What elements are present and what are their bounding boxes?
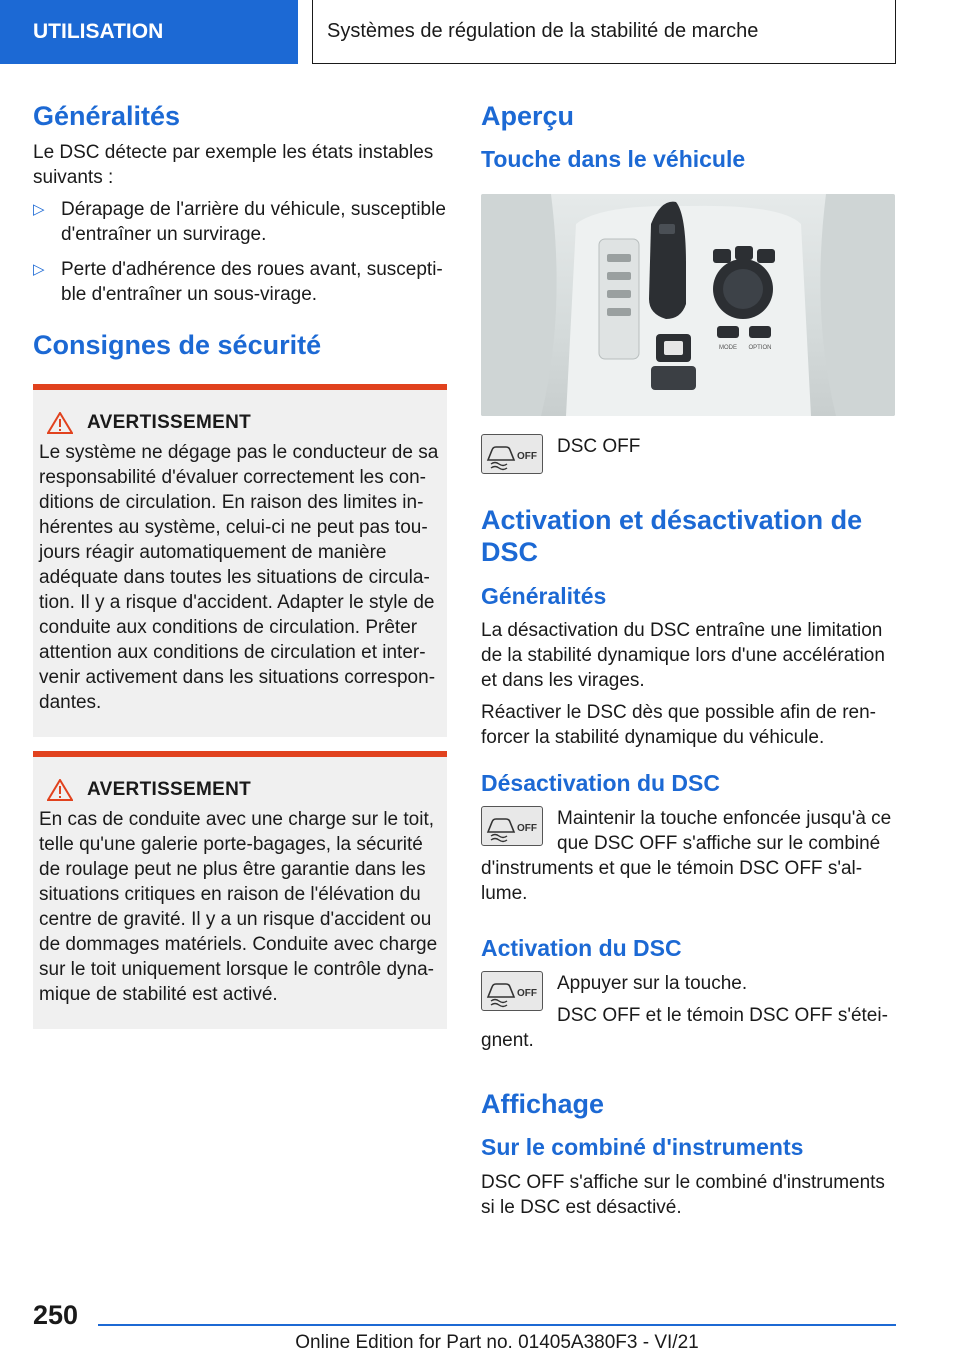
warning-box (33, 751, 447, 1029)
triangle-bullet-icon: ▷ (33, 261, 45, 279)
option-button-label: OPTION (748, 344, 772, 351)
touche-heading: Touche dans le véhicule (481, 146, 746, 173)
activation-dsc-block (481, 971, 895, 1060)
list-item-text: Perte d'adhérence des roues avant, suscepti-ble d'entraîner un sous-virage. (61, 259, 443, 306)
warning-triangle-icon (47, 412, 73, 434)
combine-text: DSC OFF s'affiche sur le combiné d'instruments si le DSC est désactivé. (481, 1171, 885, 1218)
dsc-off-button[interactable] (481, 806, 543, 846)
act-generalites-heading: Généralités (481, 582, 607, 609)
dsc-key-row (481, 434, 895, 474)
list-item-text: Dérapage de l'arrière du véhicule, susceptible d'entraîner un survirage. (61, 199, 446, 246)
edition-footer: Online Edition for Part no. 01405A380F3 - VI/21 (98, 1324, 896, 1354)
list-item (33, 257, 447, 307)
dsc-off-icon (483, 436, 541, 472)
generalites-heading: Généralités (33, 101, 181, 131)
header-section-tab: UTILISATION (0, 0, 298, 64)
dsc-off-icon-label: OFF (517, 822, 537, 834)
warning-triangle-icon (47, 779, 73, 801)
instability-list (33, 197, 447, 307)
activation-heading: Activation et désactivation de DSC (481, 504, 863, 568)
dsc-off-button[interactable] (481, 971, 543, 1011)
right-column (481, 100, 895, 1227)
act-generalites-p2: Réactiver le DSC dès que possible afin de ren-forcer la stabilité dynamique du véhicule. (481, 702, 876, 749)
center-console-photo (481, 194, 895, 416)
combine-heading: Sur le combiné d'instruments (481, 1133, 804, 1160)
warning-text: En cas de conduite avec une charge sur le toit, telle qu'une galerie porte-bagages, la sécurité de roulage peut ne plus être garantie dans les situations critiques en raison de l'élévation du centre de gravité. Il y a un risque d'accident ou de dommages matériels. Conduite avec charge sur le toit uniquement lorsque le contrôle dyna-mique de stabilité est activé. (39, 808, 438, 1005)
dsc-off-icon (483, 973, 541, 1009)
warning-label: AVERTISSEMENT (87, 778, 252, 800)
triangle-bullet-icon: ▷ (33, 201, 45, 219)
dsc-off-icon-label: OFF (517, 987, 537, 999)
activation-dsc-p2: DSC OFF et le témoin DSC OFF s'étei-gnent. (481, 1004, 888, 1051)
dsc-caption: DSC OFF (557, 435, 641, 457)
desactivation-text: Maintenir la touche enfoncée jusqu'à ce que DSC OFF s'affiche sur le combiné d'instruments et que le témoin DSC OFF s'al-lume. (481, 807, 892, 904)
list-item (33, 197, 447, 247)
page-number: 250 (33, 1300, 79, 1330)
warning-box (33, 384, 447, 737)
safety-heading: Consignes de sécurité (33, 330, 322, 361)
desactivation-block (481, 806, 895, 913)
affichage-heading: Affichage (481, 1088, 605, 1119)
generalites-intro: Le DSC détecte par exemple les états instables suivants : (33, 142, 434, 189)
back-button-label: MODE (719, 344, 737, 351)
activation-dsc-heading: Activation du DSC (481, 934, 682, 961)
header-chapter-title: Systèmes de régulation de la stabilité de marche (312, 0, 896, 64)
apercu-heading: Aperçu (481, 101, 575, 131)
dsc-off-button[interactable] (481, 434, 543, 474)
warning-label: AVERTISSEMENT (87, 411, 252, 433)
dsc-off-icon (483, 808, 541, 844)
warning-text: Le système ne dégage pas le conducteur de sa responsabilité d'évaluer correctement les con-ditions de circulation. En raison des limites in-hérentes au système, celui-ci ne peut pas tou-jours réagir automatiquement de manière adéquate dans toutes les situations de circula-tion. Il y a risque d'accident. Adapter le style de conduite aux conditions de circulation. Prêter attention aux conditions de circulation et inter-venir activement dans les situations correspon-dantes. (39, 441, 439, 713)
desactivation-heading: Désactivation du DSC (481, 770, 720, 797)
console-illustration (481, 194, 895, 416)
activation-dsc-p1: Appuyer sur la touche. (557, 972, 748, 994)
left-column (33, 100, 447, 1043)
act-generalites-p1: La désactivation du DSC entraîne une limitation de la stabilité dynamique lors d'une accélération et dans les virages. (481, 620, 885, 692)
dsc-off-icon-label: OFF (517, 450, 537, 462)
